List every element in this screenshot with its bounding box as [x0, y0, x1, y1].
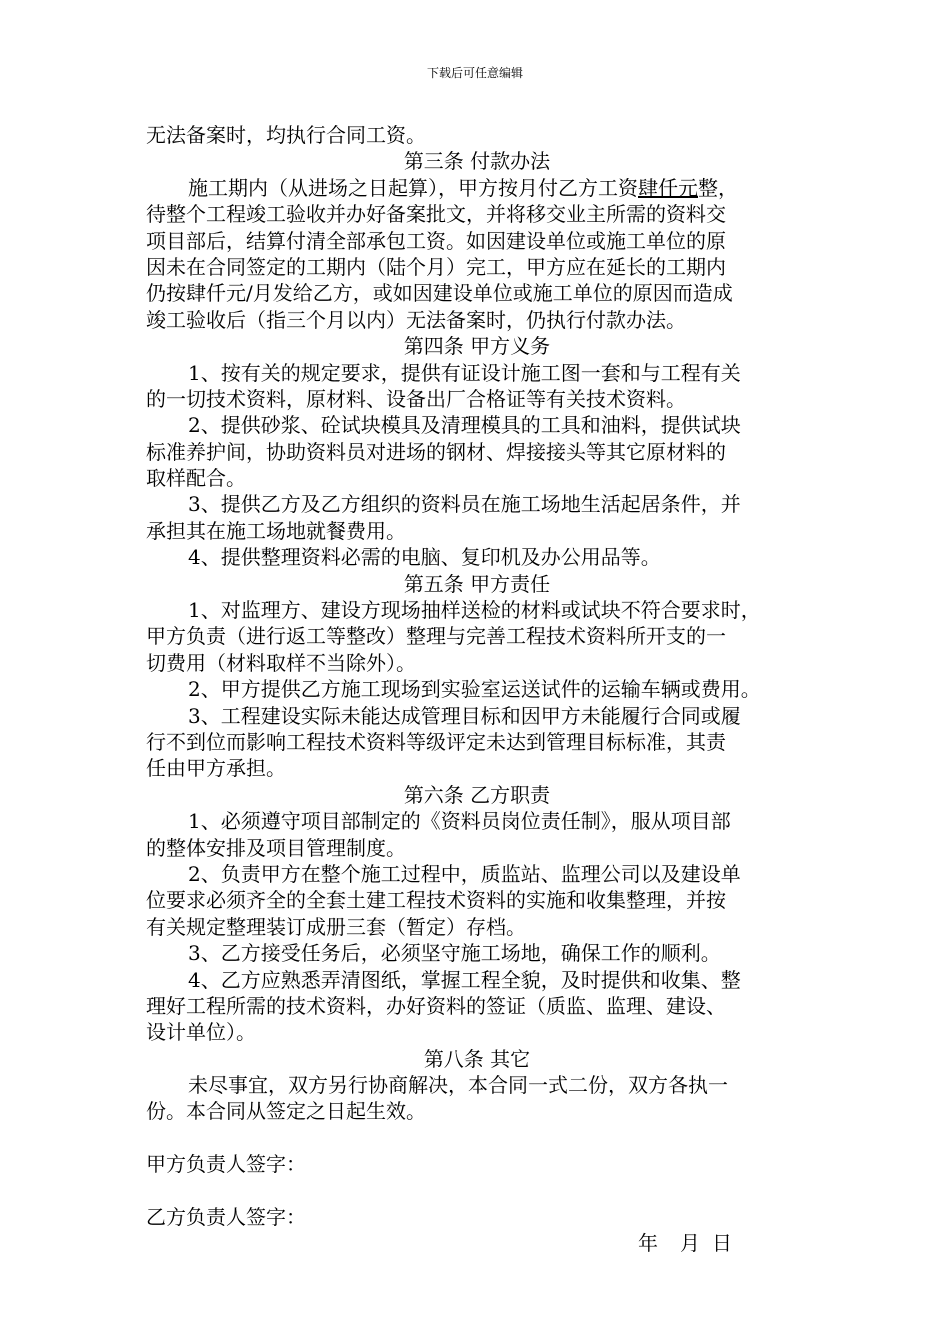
page-header-note: 下载后可任意编辑 — [426, 66, 523, 80]
date-year-label: 年 — [638, 1231, 658, 1256]
paragraph-line: 项目部后，结算付清全部承包工资。如因建设单位或施工单位的原 — [146, 228, 726, 253]
paragraph-line: 1、按有关的规定要求，提供有证设计施工图一套和与工程有关 — [188, 360, 741, 385]
underlined-amount: 肆仟元 — [638, 175, 698, 200]
party-b-signature-label: 乙方负责人签字： — [146, 1205, 306, 1230]
paragraph-line: 4、乙方应熟悉弄清图纸，掌握工程全貌，及时提供和收集、整 — [188, 967, 741, 992]
date-day-label: 日 — [712, 1231, 732, 1256]
paragraph-line: 有关规定整理装订成册三套（暂定）存档。 — [146, 914, 526, 939]
blank-line — [146, 1125, 808, 1151]
paragraph-line: 3、工程建设实际未能达成管理目标和因甲方未能履行合同或履 — [188, 703, 741, 728]
article-6-heading: 第六条 乙方职责 — [403, 782, 551, 807]
article-3-heading: 第三条 付款办法 — [403, 149, 551, 174]
paragraph-line: 任由甲方承担。 — [146, 756, 286, 781]
paragraph-text: 整， — [698, 175, 738, 200]
paragraph-line: 仍按肆仟元/月发给乙方，或如因建设单位或施工单位的原因而造成 — [146, 281, 733, 306]
paragraph-line: 标准养护间，协助资料员对进场的钢材、焊接接头等其它原材料的 — [146, 439, 726, 464]
paragraph-line: 切费用（材料取样不当除外）。 — [146, 650, 416, 675]
paragraph-line: 份。本合同从签定之日起生效。 — [146, 1099, 426, 1124]
article-4-heading: 第四条 甲方义务 — [403, 334, 551, 359]
paragraph-line: 设计单位）。 — [146, 1020, 256, 1045]
paragraph-line: 3、乙方接受任务后，必须坚守施工场地，确保工作的顺利。 — [188, 941, 721, 966]
paragraph-line: 位要求必须齐全的全套土建工程技术资料的实施和收集整理，并按 — [146, 888, 726, 913]
blank-line — [146, 1178, 808, 1204]
paragraph-line: 的一切技术资料，原材料、设备出厂合格证等有关技术资料。 — [146, 386, 686, 411]
paragraph-line: 2、甲方提供乙方施工现场到实验室运送试件的运输车辆或费用。 — [188, 677, 761, 702]
paragraph-line: 无法备案时，均执行合同工资。 — [146, 123, 426, 147]
paragraph-line — [146, 175, 808, 201]
paragraph-line: 未尽事宜，双方另行协商解决，本合同一式二份，双方各执一 — [188, 1073, 728, 1098]
article-8-heading: 第八条 其它 — [423, 1046, 531, 1071]
paragraph-line: 承担其在施工场地就餐费用。 — [146, 518, 406, 543]
date-month-label: 月 — [680, 1231, 700, 1256]
paragraph-line: 因未在合同签定的工期内（陆个月）完工，甲方应在延长的工期内 — [146, 254, 726, 279]
paragraph-text: 施工期内（从进场之日起算），甲方按月付乙方工资 — [188, 175, 638, 200]
party-a-signature-label: 甲方负责人签字： — [146, 1152, 306, 1177]
paragraph-line: 取样配合。 — [146, 466, 246, 491]
paragraph-line: 2、负责甲方在整个施工过程中，质监站、监理公司以及建设单 — [188, 861, 741, 886]
signature-date — [146, 1230, 808, 1256]
paragraph-line: 4、提供整理资料必需的电脑、复印机及办公用品等。 — [188, 545, 661, 570]
paragraph-line: 1、必须遵守项目部制定的《资料员岗位责任制》，服从项目部 — [188, 809, 731, 834]
paragraph-line: 待整个工程竣工验收并办好备案批文，并将移交业主所需的资料交 — [146, 202, 726, 227]
paragraph-line: 2、提供砂浆、砼试块模具及清理模具的工具和油料，提供试块 — [188, 413, 741, 438]
paragraph-line: 1、对监理方、建设方现场抽样送检的材料或试块不符合要求时， — [188, 598, 761, 623]
paragraph-line: 甲方负责（进行返工等整改）整理与完善工程技术资料所开支的一 — [146, 624, 726, 649]
paragraph-line: 行不到位而影响工程技术资料等级评定未达到管理目标标准，其责 — [146, 729, 726, 754]
paragraph-line: 理好工程所需的技术资料，办好资料的签证（质监、监理、建设、 — [146, 993, 726, 1018]
paragraph-line: 竣工验收后（指三个月以内）无法备案时，仍执行付款办法。 — [146, 307, 686, 332]
paragraph-line: 的整体安排及项目管理制度。 — [146, 835, 406, 860]
paragraph-line: 3、提供乙方及乙方组织的资料员在施工场地生活起居条件，并 — [188, 492, 741, 517]
article-5-heading: 第五条 甲方责任 — [403, 571, 551, 596]
contract-body — [146, 122, 808, 1257]
